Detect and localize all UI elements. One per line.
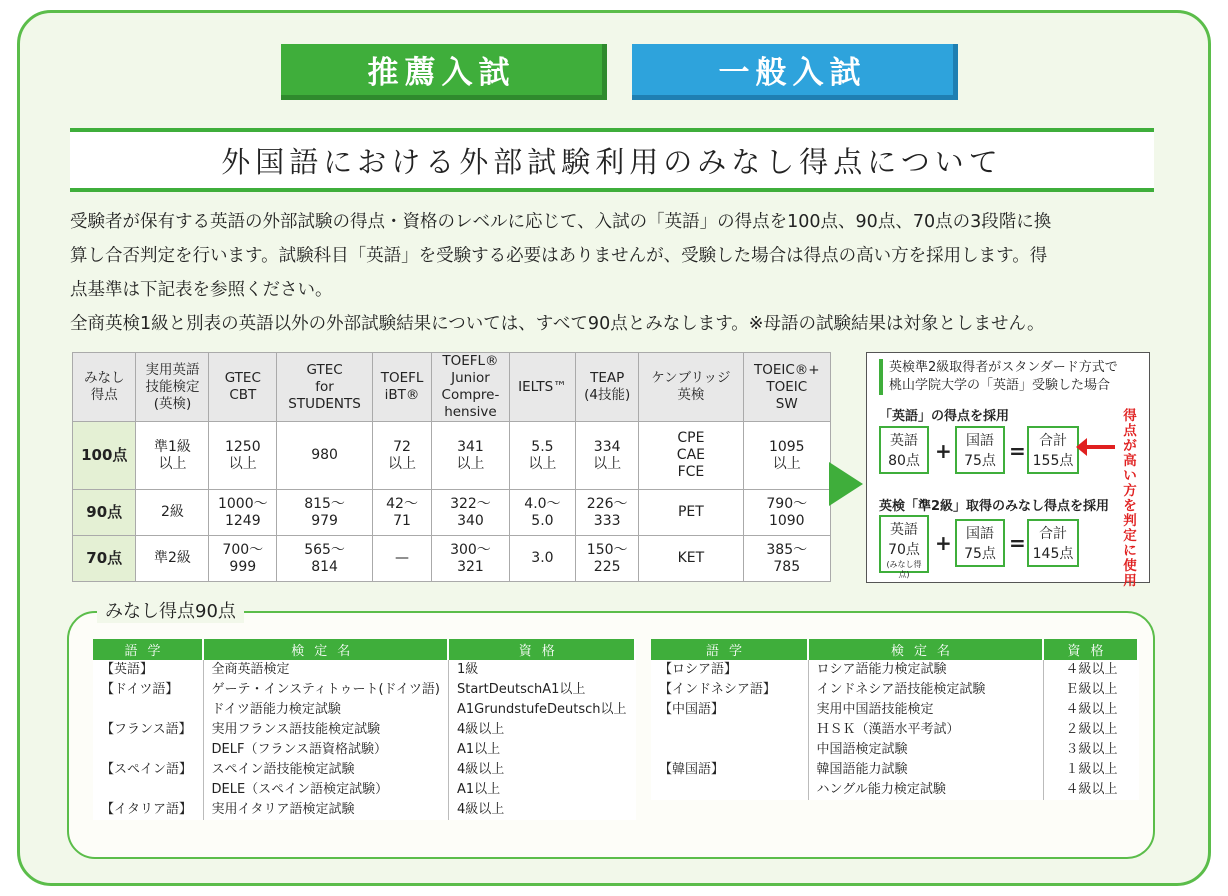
score-cell: 322〜 340	[432, 490, 510, 536]
list-item: Ｅ級以上	[1065, 682, 1118, 697]
list-item: 実用イタリア語検定試験	[211, 802, 355, 817]
score-cell: 226〜 333	[576, 490, 639, 536]
list-item: 【中国語】	[659, 702, 725, 717]
score-cell: 準1級 以上	[136, 422, 209, 490]
score-cell: 1095 以上	[743, 422, 830, 490]
plus-sign: +	[935, 439, 952, 463]
language-table-left	[93, 639, 636, 820]
vertical-note: 得点が高い方を判定に使用	[1123, 408, 1137, 589]
column-header: GTEC for STUDENTS	[277, 353, 373, 422]
list-item	[101, 700, 195, 720]
col-qualification: 資格	[448, 639, 635, 660]
list-item	[659, 780, 800, 800]
list-item: ４級以上	[1065, 782, 1118, 797]
list-item: 【韓国語】	[659, 762, 725, 777]
column-header: TEAP (4技能)	[576, 353, 639, 422]
score-cell: 1000〜 1249	[209, 490, 277, 536]
list-item: DELF（フランス語資格試験）	[211, 742, 388, 757]
score-label-cell: 100点	[73, 422, 136, 490]
score-cell: 150〜 225	[576, 536, 639, 582]
list-item: DELE（スペイン語検定試験）	[211, 782, 389, 797]
score-cell: 341 以上	[432, 422, 510, 490]
lang-column	[93, 660, 203, 820]
column-header: ケンブリッジ 英検	[639, 353, 743, 422]
column-header: TOEFL® Junior Compre- hensive	[432, 353, 510, 422]
lang-column	[651, 660, 808, 800]
list-item: １級以上	[1065, 762, 1118, 777]
score-cell: 385〜 785	[743, 536, 830, 582]
list-item: ４級以上	[1065, 662, 1118, 677]
table-body-row	[651, 660, 1138, 800]
case1-label: 「英語」の得点を採用	[879, 409, 1010, 424]
score-label-cell: 90点	[73, 490, 136, 536]
equals-sign: =	[1009, 531, 1026, 555]
list-item: 【ロシア語】	[659, 662, 738, 677]
case1-total-box: 合計 155点	[1027, 426, 1079, 474]
table-header-row	[651, 639, 1138, 660]
list-item: 中国語検定試験	[816, 742, 908, 757]
example-header: 英検準2級取得者がスタンダード方式で 桃山学院大学の「英語」受験した場合	[879, 359, 1118, 395]
intro-line: 算し合否判定を行います。試験科目「英語」を受験する必要はありませんが、受験した場合は得点の高い方を採用します。得	[70, 246, 1048, 266]
list-item	[659, 720, 800, 740]
score-cell: 72 以上	[373, 422, 432, 490]
table-row	[73, 490, 831, 536]
case2-english-note: (みなし得点)	[886, 560, 922, 579]
page-title: 外国語における外部試験利用のみなし得点について	[70, 128, 1154, 192]
column-header: GTEC CBT	[209, 353, 277, 422]
column-header: みなし 得点	[73, 353, 136, 422]
col-exam-name: 検定名	[203, 639, 448, 660]
list-item	[101, 780, 195, 800]
score-cell: PET	[639, 490, 743, 536]
list-item: 4級以上	[456, 762, 505, 777]
list-item: 実用フランス語技能検定試験	[211, 722, 381, 737]
col-qualification: 資格	[1043, 639, 1138, 660]
tab-recommend-exam[interactable]: 推薦入試	[281, 44, 607, 100]
list-item: ２級以上	[1065, 722, 1118, 737]
qual-column	[1043, 660, 1138, 800]
score-cell: 4.0〜 5.0	[509, 490, 575, 536]
score-cell: 2級	[136, 490, 209, 536]
list-item	[659, 740, 800, 760]
equals-sign: =	[1009, 439, 1026, 463]
case2-total-box: 合計 145点	[1027, 519, 1079, 567]
score-cell: 3.0	[509, 536, 575, 582]
tab-general-exam[interactable]: 一般入試	[632, 44, 958, 100]
list-item: A1以上	[456, 742, 501, 757]
list-item: 【フランス語】	[101, 722, 192, 737]
list-item: ＨＳＫ（漢語水平考試）	[816, 722, 960, 737]
exam-column	[808, 660, 1043, 800]
case1-english-box: 英語 80点	[879, 426, 929, 474]
score-cell: —	[373, 536, 432, 582]
score-conversion-table	[72, 352, 831, 582]
column-header: TOEIC®+ TOEIC SW	[743, 353, 830, 422]
list-item: A1GrundstufeDeutsch以上	[456, 702, 627, 717]
table-header-row	[73, 353, 831, 422]
list-item: 【ドイツ語】	[101, 682, 179, 697]
score-cell: 980	[277, 422, 373, 490]
intro-line: 点基準は下記表を参照ください。	[70, 280, 333, 300]
list-item: ４級以上	[1065, 702, 1118, 717]
list-item: 1級	[456, 662, 479, 677]
column-header: IELTS™	[509, 353, 575, 422]
right-arrow-icon	[829, 462, 863, 506]
table-header-row	[93, 639, 635, 660]
case2-japanese-box: 国語 75点	[955, 519, 1005, 567]
list-item: 実用中国語技能検定	[816, 702, 934, 717]
list-item: A1以上	[456, 782, 501, 797]
score-cell: 42〜 71	[373, 490, 432, 536]
table-row	[73, 422, 831, 490]
column-header: TOEFL iBT®	[373, 353, 432, 422]
section-title: みなし得点90点	[97, 597, 244, 623]
table-row	[73, 536, 831, 582]
score-cell: 1250 以上	[209, 422, 277, 490]
score-cell: CPE CAE FCE	[639, 422, 743, 490]
score-cell: 790〜 1090	[743, 490, 830, 536]
col-language: 語学	[651, 639, 808, 660]
col-exam-name: 検定名	[808, 639, 1043, 660]
intro-line: 全商英検1級と別表の英語以外の外部試験結果については、すべて90点とみなします。※母語の試験結果は対象としません。	[70, 314, 1045, 334]
score-label-cell: 70点	[73, 536, 136, 582]
list-item: 全商英語検定	[211, 662, 290, 677]
list-item: ３級以上	[1065, 742, 1118, 757]
list-item: StartDeutschA1以上	[456, 682, 586, 697]
list-item: ドイツ語能力検定試験	[211, 702, 341, 717]
col-language: 語学	[93, 639, 203, 660]
score-cell: KET	[639, 536, 743, 582]
minashi-90-section	[67, 601, 1155, 859]
table-body-row	[93, 660, 635, 820]
score-cell: 334 以上	[576, 422, 639, 490]
intro-line: 受験者が保有する英語の外部試験の得点・資格のレベルに応じて、入試の「英語」の得点を100点、90点、70点の3段階に換	[70, 212, 1052, 232]
qual-column	[448, 660, 635, 820]
case2-english-text: 英語 70点	[888, 522, 920, 558]
score-cell: 5.5 以上	[509, 422, 575, 490]
list-item: 韓国語能力試験	[816, 762, 908, 777]
exam-column	[203, 660, 448, 820]
list-item: ゲーテ・インスティトゥート(ドイツ語)	[211, 682, 440, 697]
case2-label: 英検「準2級」取得のみなし得点を採用	[879, 499, 1110, 514]
score-cell: 300〜 321	[432, 536, 510, 582]
list-item: 【英語】	[101, 662, 154, 677]
list-item: 【インドネシア語】	[659, 682, 776, 697]
score-cell: 準2級	[136, 536, 209, 582]
list-item: 【スペイン語】	[101, 762, 193, 777]
example-panel	[866, 352, 1150, 589]
score-cell: 565〜 814	[277, 536, 373, 582]
column-header: 実用英語 技能検定 (英検)	[136, 353, 209, 422]
score-cell: 700〜 999	[209, 536, 277, 582]
list-item	[101, 740, 195, 760]
case2-english-box	[879, 515, 929, 579]
list-item: 【イタリア語】	[101, 802, 193, 817]
list-item: インドネシア語技能検定試験	[816, 682, 986, 697]
list-item: スペイン語技能検定試験	[211, 762, 355, 777]
list-item: 4級以上	[456, 722, 505, 737]
list-item: ハングル能力検定試験	[816, 782, 946, 797]
score-cell: 815〜 979	[277, 490, 373, 536]
intro-text	[70, 205, 1160, 341]
language-table-right	[651, 639, 1139, 800]
list-item: ロシア語能力検定試験	[816, 662, 947, 677]
list-item: 4級以上	[456, 802, 505, 817]
case1-japanese-box: 国語 75点	[955, 426, 1005, 474]
plus-sign: +	[935, 531, 952, 555]
red-arrow-icon	[1085, 445, 1115, 449]
